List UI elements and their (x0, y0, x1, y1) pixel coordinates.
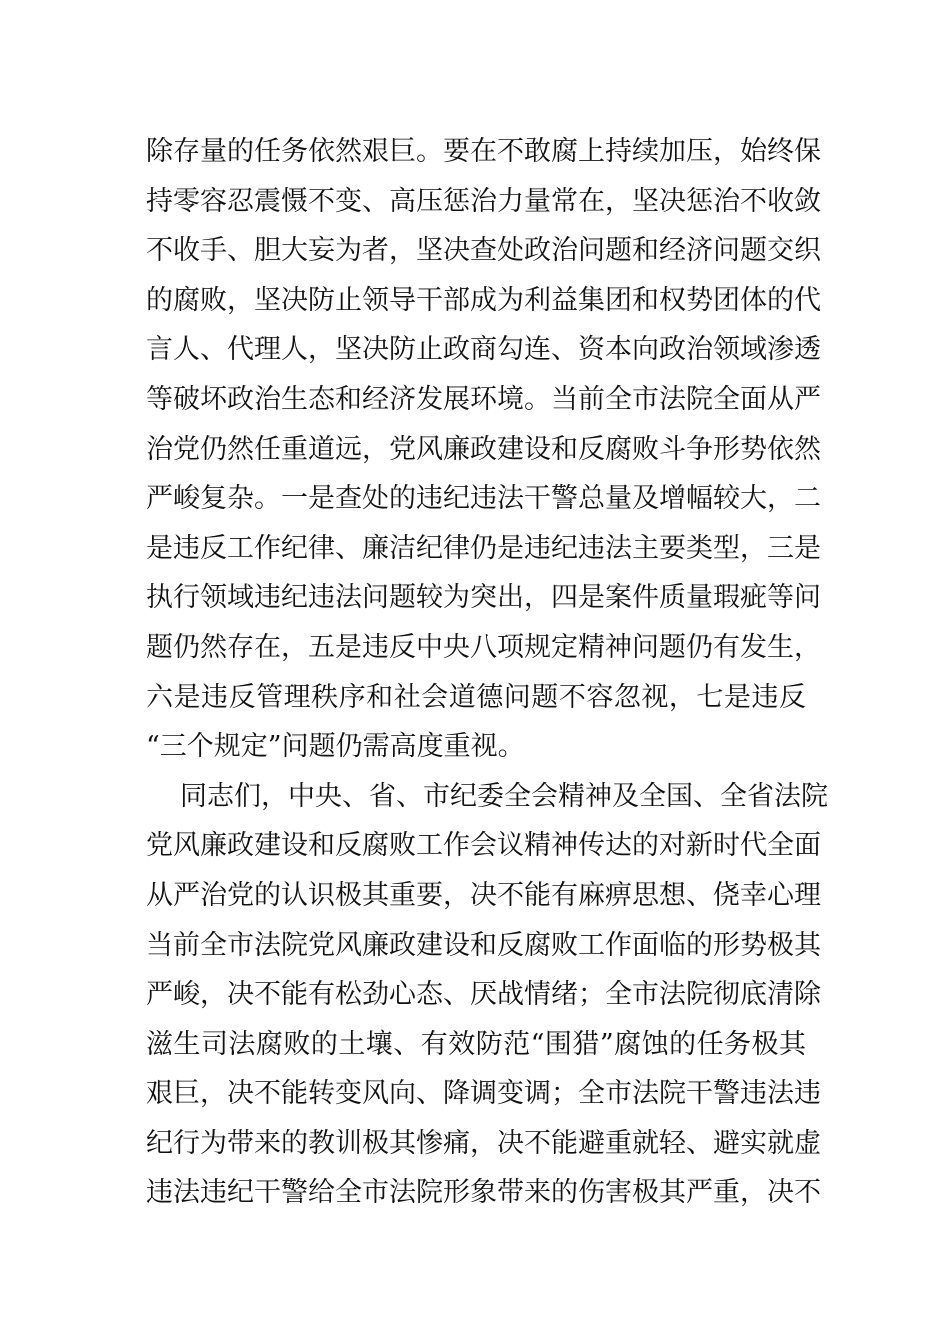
text-line: 题仍然存在，五是违反中央八项规定精神问题仍有发生， (146, 631, 821, 663)
text-line: 是违反工作纪律、廉洁纪律仍是违纪违法主要类型，三是 (146, 532, 821, 564)
text-line: 艰巨，决不能转变风向、降调变调；全市法院干警违法违 (146, 1078, 821, 1110)
text-line: 持零容忍震慑不变、高压惩治力量常在，坚决惩治不收敛 (146, 185, 821, 217)
text-line: 六是违反管理秩序和社会道德问题不容忽视，七是违反 (146, 681, 806, 713)
text-line: 纪行为带来的教训极其惨痛，决不能避重就轻、避实就虚 (146, 1127, 821, 1159)
text-line: 滋生司法腐败的土壤、有效防范“围猎”腐蚀的任务极其 (146, 1028, 806, 1060)
text-line: 治党仍然任重道远，党风廉政建设和反腐败斗争形势依然 (146, 433, 821, 465)
text-line: 严峻复杂。一是查处的违纪违法干警总量及增幅较大，二 (146, 483, 821, 515)
text-line: “三个规定”问题仍需高度重视。 (146, 731, 525, 763)
text-line: 等破坏政治生态和经济发展环境。当前全市法院全面从严 (146, 383, 821, 415)
text-line: 违法违纪干警给全市法院形象带来的伤害极其严重，决不 (146, 1177, 821, 1209)
text-line: 党风廉政建设和反腐败工作会议精神传达的对新时代全面 (146, 830, 821, 862)
text-line: 同志们，中央、省、市纪委全会精神及全国、全省法院 (180, 780, 828, 812)
body-text (146, 127, 828, 1218)
text-line: 严峻，决不能有松劲心态、厌战情绪；全市法院彻底清除 (146, 979, 821, 1011)
text-line: 的腐败，坚决防止领导干部成为利益集团和权势团体的代 (146, 284, 821, 316)
text-line: 执行领域违纪违法问题较为突出，四是案件质量瑕疵等问 (146, 582, 821, 614)
text-line: 不收手、胆大妄为者，坚决查处政治问题和经济问题交织 (146, 235, 821, 267)
text-line: 从严治党的认识极其重要，决不能有麻痹思想、侥幸心理 (146, 879, 821, 911)
text-line: 除存量的任务依然艰巨。要在不敢腐上持续加压，始终保 (146, 136, 821, 167)
text-line: 当前全市法院党风廉政建设和反腐败工作面临的形势极其 (146, 929, 821, 961)
text-line: 言人、代理人，坚决防止政商勾连、资本向政治领域渗透 (146, 334, 821, 366)
